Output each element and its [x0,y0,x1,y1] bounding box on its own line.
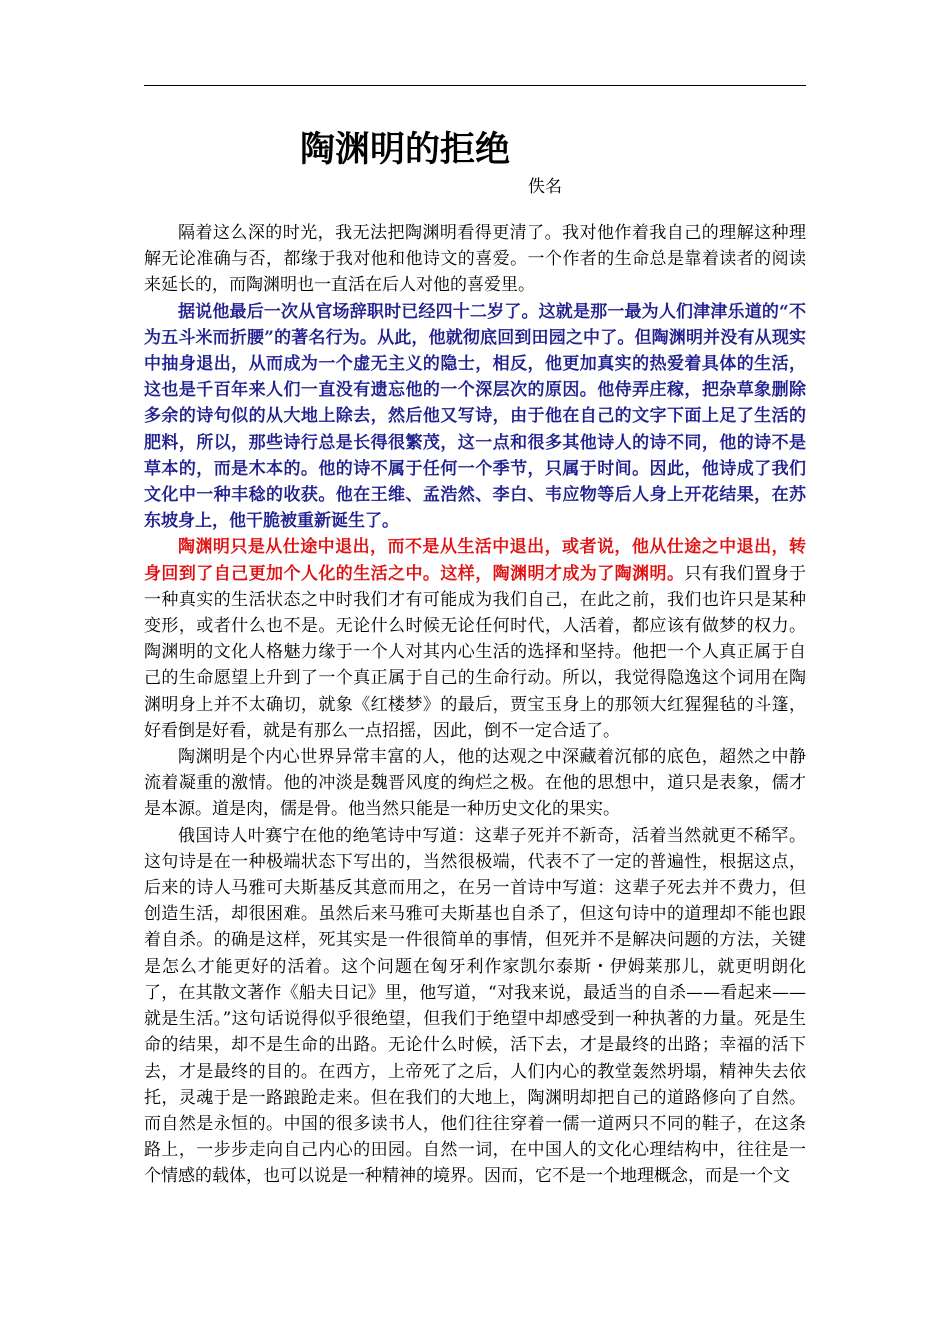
paragraph-2-emphasis: 据说他最后一次从官场辞职时已经四十二岁了。这就是那一最为人们津津乐道的“不为五斗米而折腰”的著名行为。从此，他就彻底回到田园之中了。但陶渊明并没有从现实中抽身退出，从而成为一个虚无主义的隐士，相反，他更加真实的热爱着具体的生活，这也是千百年来人们一直没有遗忘他的一个深层次的原因。他侍弄庄稼，把杂草象删除多余的诗句似的从大地上除去，然后他又写诗，由于他在自己的文字下面上足了生活的肥料，所以，那些诗行总是长得很繁茂，这一点和很多其他诗人的诗不同，他的诗不是草本的，而是木本的。他的诗不属于任何一个季节，只属于时间。因此，他诗成了我们文化中一种丰稔的收获。他在王维、孟浩然、李白、韦应物等后人身上开花结果，在苏东坡身上，他干脆被重新诞生了。 [144,301,806,532]
author-name: 佚名 [528,177,562,197]
paragraph-5: 俄国诗人叶赛宁在他的绝笔诗中写道：这辈子死并不新奇，活着当然就更不稀罕。这句诗是在一种极端状态下写出的，当然很极端，代表不了一定的普遍性，根据这点，后来的诗人马雅可夫斯基反其意而用之，在另一首诗中写道：这辈子死去并不费力，但创造生活，却很困难。虽然后来马雅可夫斯基也自杀了，但这句诗中的道理却不能也跟着自杀。的确是这样，死其实是一件很简单的事情，但死并不是解决问题的方法，关键是怎么才能更好的活着。这个问题在匈牙利作家凯尔泰斯・伊姆莱那儿，就更明朗化了，在其散文著作《船夫日记》里，他写道，“对我来说，最适当的自杀——看起来——就是生活。”这句话说得似乎很绝望，但我们于绝望中却感受到一种执著的力量。死是生命的结果，却不是生命的出路。无论什么时候，活下去，才是最终的出路；幸福的活下去，才是最终的目的。在西方，上帝死了之后，人们内心的教堂轰然坍塌，精神失去依托，灵魂于是一路踉跄走来。但在我们的大地上，陶渊明却把自己的道路修向了自然。而自然是永恒的。中国的很多读书人，他们往往穿着一儒一道两只不同的鞋子，在这条路上，一步步走向自己内心的田园。自然一词，在中国人的文化心理结构中，往往是一个情感的载体，也可以说是一种精神的境界。因而，它不是一个地理概念，而是一个文 [144,825,806,1187]
paragraph-3-emphasis: 陶渊明只是从仕途中退出，而不是从生活中退出，或者说，他从仕途之中退出，转身回到了自己更加个人化的生活之中。这样，陶渊明才成为了陶渊明。 [144,537,806,584]
article-body [144,220,806,1190]
paragraph-3 [144,534,806,744]
page-title: 陶渊明的拒绝 [300,130,511,170]
paragraph-4: 陶渊明是个内心世界异常丰富的人，他的达观之中深藏着沉郁的底色，超然之中静流着凝重的激情。他的冲淡是魏晋风度的绚烂之极。在他的思想中，道只是表象，儒才是本源。道是肉，儒是骨。他当然只能是一种历史文化的果实。 [144,747,806,820]
header-rule [144,85,806,86]
paragraph-1: 隔着这么深的时光，我无法把陶渊明看得更清了。我对他作着我自己的理解这种理解无论准确与否，都缘于我对他和他诗文的喜爱。一个作者的生命总是靠着读者的阅读来延长的，而陶渊明也一直活在后人对他的喜爱里。 [144,223,806,296]
paragraph-3-text: 只有我们置身于一种真实的生活状态之中时我们才有可能成为我们自己，在此之前，我们也许只是某种变形，或者什么也不是。无论什么时候无论任何时代，人活着，都应该有做梦的权力。陶渊明的文化人格魅力缘于一个人对其内心生活的选择和坚持。他把一个人真正属于自己的生命愿望上升到了一个真正属于自己的生命行动。所以，我觉得隐逸这个词用在陶渊明身上并不太确切，就象《红楼梦》的最后，贾宝玉身上的那领大红猩猩毡的斗篷，好看倒是好看，就是有那么一点招摇，因此，倒不一定合适了。 [144,563,807,741]
